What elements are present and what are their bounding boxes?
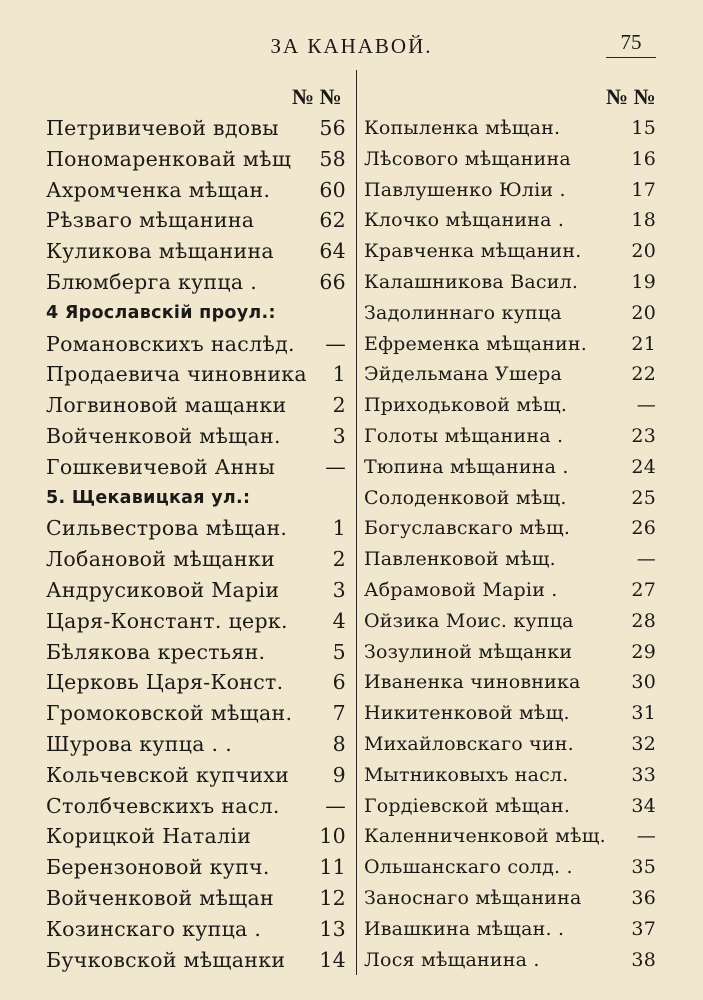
owner-name: Войченковой мѣщан <box>46 885 274 910</box>
owner-name: Рѣзваго мѣщанина <box>46 208 255 233</box>
owner-name: Павленковой мѣщ. <box>364 548 556 571</box>
house-number: 4 <box>332 608 346 633</box>
owner-name: Войченковой мѣщан. <box>46 423 281 448</box>
house-number: 21 <box>631 332 656 355</box>
owner-name: Церковь Царя-Конст. <box>46 670 284 695</box>
list-item <box>364 821 656 852</box>
owner-name: Приходьковой мѣщ. <box>364 394 568 417</box>
list-item <box>46 205 346 236</box>
house-number: 66 <box>319 269 346 294</box>
house-number: 9 <box>332 762 346 787</box>
owner-name: Голоты мѣщанина . <box>364 424 564 447</box>
house-number: 2 <box>332 393 346 418</box>
list-item <box>46 113 346 144</box>
list-item <box>364 606 656 637</box>
house-number: 1 <box>332 362 346 387</box>
owner-name: Иваненка чиновника <box>364 671 581 694</box>
house-number: 17 <box>631 178 656 201</box>
owner-name: Лѣсового мѣщанина <box>364 147 571 170</box>
running-head: ЗА КАНАВОЙ. <box>270 34 433 58</box>
house-number: 6 <box>332 670 346 695</box>
house-number: 35 <box>631 856 656 879</box>
list-item <box>364 329 656 360</box>
owner-name: Заноснаго мѣщанина <box>364 886 582 909</box>
list-item <box>46 729 346 760</box>
owner-name: Гордіевской мѣщан. <box>364 794 571 817</box>
page-number: 75 <box>606 30 656 58</box>
house-number: — <box>636 548 656 571</box>
list-item <box>364 852 656 883</box>
owner-name: Берензоновой купч. <box>46 855 270 880</box>
list-item <box>364 298 656 329</box>
owner-name: Павлушенко Юліи . <box>364 178 566 201</box>
owner-name: Ольшанскаго солд. . <box>364 856 573 879</box>
list-item <box>364 483 656 514</box>
number-heading-left: № № <box>292 84 342 109</box>
list-item <box>46 544 346 575</box>
house-number: 31 <box>631 702 656 725</box>
list-item <box>364 452 656 483</box>
list-item <box>46 452 346 483</box>
list-item <box>46 606 346 637</box>
owner-name: Шурова купца . . <box>46 731 233 756</box>
list-item <box>364 791 656 822</box>
list-item <box>46 175 346 206</box>
house-number: 11 <box>319 855 346 880</box>
owner-name: Бучковской мѣщанки <box>46 947 286 972</box>
house-number: 22 <box>631 363 656 386</box>
list-item <box>46 637 346 668</box>
list-item <box>364 175 656 206</box>
list-item <box>364 113 656 144</box>
house-number: 34 <box>631 794 656 817</box>
house-number: — <box>636 394 656 417</box>
street-heading <box>46 483 346 514</box>
owner-name: Каленниченковой мѣщ. <box>364 825 606 848</box>
list-item <box>46 945 346 976</box>
owner-name: Продаевича чиновника <box>46 362 307 387</box>
list-item <box>46 667 346 698</box>
house-number: 19 <box>631 270 656 293</box>
house-number: 24 <box>631 455 656 478</box>
owner-name: Ефременка мѣщанин. <box>364 332 587 355</box>
list-item <box>46 390 346 421</box>
house-number: 37 <box>631 917 656 940</box>
owner-name: Солоденковой мѣщ. <box>364 486 567 509</box>
house-number: 14 <box>319 947 346 972</box>
owner-name: Калашникова Васил. <box>364 270 579 293</box>
list-item <box>46 883 346 914</box>
house-number: 58 <box>319 146 346 171</box>
house-number: 15 <box>631 117 656 139</box>
owner-name: Мытниковыхъ насл. <box>364 763 569 786</box>
house-number: 20 <box>631 240 656 263</box>
number-heading-right: № № <box>606 84 656 109</box>
owner-name: Андрусиковой Маріи <box>46 577 280 602</box>
owner-name: Лося мѣщанина . <box>364 948 540 971</box>
owner-name: Кольчевской купчихи <box>46 762 290 787</box>
owner-name: Корицкой Наталіи <box>46 824 252 849</box>
owner-name: Ахромченка мѣщан. <box>46 177 271 202</box>
list-item <box>46 236 346 267</box>
owner-name: Эйдельмана Ушера <box>364 363 563 386</box>
owner-name: Козинскаго купца . <box>46 916 262 941</box>
list-item <box>364 544 656 575</box>
house-number: 36 <box>631 886 656 909</box>
left-column <box>46 113 346 975</box>
house-number: 3 <box>332 423 346 448</box>
house-number: 3 <box>332 577 346 602</box>
list-item <box>364 421 656 452</box>
list-item <box>46 760 346 791</box>
owner-name: Гошкевичевой Анны <box>46 454 276 479</box>
list-item <box>46 359 346 390</box>
owner-name: Михайловскаго чин. <box>364 732 574 755</box>
list-item <box>364 236 656 267</box>
owner-name: Романовскихъ наслѣд. <box>46 331 295 356</box>
list-item <box>364 698 656 729</box>
house-number: 10 <box>319 824 346 849</box>
owner-name: Зозулиной мѣщанки <box>364 640 573 663</box>
list-item <box>364 390 656 421</box>
house-number: 27 <box>631 578 656 601</box>
owner-name: Петривичевой вдовы <box>46 116 279 140</box>
house-number: — <box>325 793 346 818</box>
house-number: 28 <box>631 609 656 632</box>
house-number: 62 <box>319 208 346 233</box>
list-item <box>46 821 346 852</box>
house-number: 7 <box>332 701 346 726</box>
list-item <box>46 144 346 175</box>
owner-name: Куликова мѣщанина <box>46 239 274 264</box>
owner-name: Бѣлякова крестьян. <box>46 639 266 664</box>
list-item <box>364 883 656 914</box>
list-item <box>364 760 656 791</box>
house-number: 60 <box>319 177 346 202</box>
house-number: 5 <box>332 639 346 664</box>
house-number: 56 <box>319 116 346 140</box>
house-number: 18 <box>631 209 656 232</box>
owner-name: Клочко мѣщанина . <box>364 209 565 232</box>
street-name: 4 Ярославскій проул.: <box>46 302 276 323</box>
list-item <box>46 267 346 298</box>
owner-name: Абрамовой Маріи . <box>364 578 558 601</box>
owner-name: Никитенковой мѣщ. <box>364 702 570 725</box>
owner-name: Кравченка мѣщанин. <box>364 240 582 263</box>
street-heading <box>46 298 346 329</box>
street-name: 5. Щекавицкая ул.: <box>46 487 251 508</box>
house-number: 13 <box>319 916 346 941</box>
house-number: 2 <box>332 547 346 572</box>
list-item <box>46 791 346 822</box>
list-item <box>364 729 656 760</box>
owner-name: Блюмберга купца . <box>46 269 258 294</box>
list-item <box>46 575 346 606</box>
house-number: 20 <box>631 301 656 324</box>
owner-name: Пономаренковай мѣщ <box>46 146 292 171</box>
list-item <box>364 359 656 390</box>
house-number: 16 <box>631 147 656 170</box>
owner-name: Логвиновой мащанки <box>46 393 287 418</box>
house-number: 26 <box>631 517 656 540</box>
owner-name: Задолиннаго купца <box>364 301 562 324</box>
house-number: 1 <box>332 516 346 541</box>
house-number: 29 <box>631 640 656 663</box>
house-number: 33 <box>631 763 656 786</box>
owner-name: Копыленка мѣщан. <box>364 117 561 139</box>
house-number: 38 <box>631 948 656 971</box>
list-item <box>364 513 656 544</box>
list-item <box>364 144 656 175</box>
house-number: 32 <box>631 732 656 755</box>
owner-name: Тюпина мѣщанина . <box>364 455 569 478</box>
house-number: 30 <box>631 671 656 694</box>
owner-name: Сильвестрова мѣщан. <box>46 516 288 541</box>
owner-name: Громоковской мѣщан. <box>46 701 293 726</box>
house-number: 23 <box>631 424 656 447</box>
list-item <box>364 667 656 698</box>
list-item <box>46 329 346 360</box>
owner-name: Богуславскаго мѣщ. <box>364 517 571 540</box>
owner-name: Ивашкина мѣщан. . <box>364 917 565 940</box>
owner-name: Столбчевскихъ насл. <box>46 793 280 818</box>
list-item <box>364 945 656 976</box>
owner-name: Ойзика Моис. купца <box>364 609 574 632</box>
house-number: — <box>325 331 346 356</box>
house-number: 25 <box>631 486 656 509</box>
owner-name: Лобановой мѣщанки <box>46 547 275 572</box>
house-number: 64 <box>319 239 346 264</box>
list-item <box>364 637 656 668</box>
list-item <box>364 914 656 945</box>
owner-name: Царя-Констант. церк. <box>46 608 288 633</box>
house-number: — <box>636 825 656 848</box>
list-item <box>364 575 656 606</box>
house-number: — <box>325 454 346 479</box>
list-item <box>46 698 346 729</box>
list-item <box>46 421 346 452</box>
list-item <box>364 205 656 236</box>
right-column <box>364 113 656 975</box>
list-item <box>46 914 346 945</box>
column-divider <box>356 70 357 975</box>
list-item <box>46 513 346 544</box>
list-item <box>364 267 656 298</box>
list-item <box>46 852 346 883</box>
house-number: 8 <box>332 731 346 756</box>
house-number: 12 <box>319 885 346 910</box>
